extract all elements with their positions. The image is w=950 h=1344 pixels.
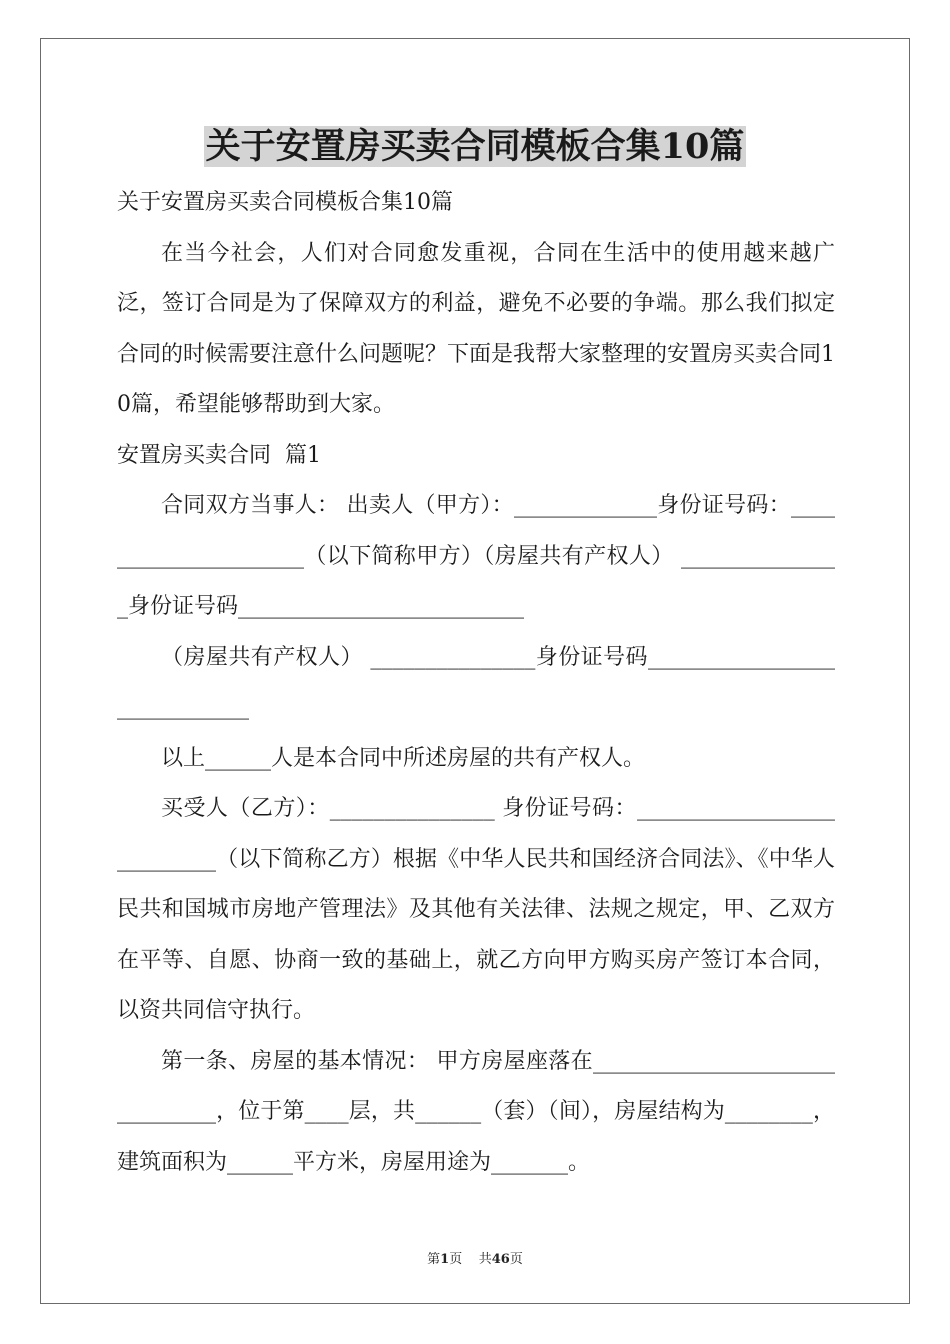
document-body [117, 178, 835, 1188]
document-title-text: 关于安置房买卖合同模板合集10篇 [205, 126, 745, 167]
article-1-paragraph: 第一条、房屋的基本情况： 甲方房屋座落在_______________________________，位于第____层，共______（套）（间），房屋结构为________，建筑面积为______平方米，房屋用途为_______。 [117, 1048, 835, 1175]
parties-paragraph: 合同双方当事人： 出卖人（甲方）：_____________身份证号码：_____________________（以下简称甲方）（房屋共有产权人） _______________身份证号码__________________________ [117, 493, 835, 619]
co-owner-paragraph: （房屋共有产权人） _______________身份证号码_____________________________ [117, 644, 835, 720]
page-total: 46 [491, 1252, 510, 1267]
page-label: 第 [427, 1252, 441, 1267]
page-current: 1 [440, 1252, 450, 1267]
section-heading-1: 安置房买卖合同 篇1 [117, 442, 321, 468]
document-subtitle: 关于安置房买卖合同模板合集10篇 [117, 190, 453, 215]
co-owner-count-paragraph: 以上______人是本合同中所述房屋的共有产权人。 [161, 745, 646, 771]
intro-paragraph: 在当今社会，人们对合同愈发重视，合同在生活中的使用越来越广泛，签订合同是为了保障双方的利益，避免不必要的争端。那么我们拟定合同的时候需要注意什么问题呢？下面是我帮大家整理的安置房买卖合同10篇，希望能够帮助到大家。 [117, 240, 835, 417]
total-label: 共 [478, 1252, 492, 1267]
document-title [0, 124, 950, 170]
total-unit: 页 [509, 1252, 523, 1267]
page-unit: 页 [449, 1252, 463, 1267]
buyer-paragraph: 买受人（乙方）：_______________ 身份证号码：___________________________（以下简称乙方）根据《中华人民共和国经济合同法》、《中华人民共和国城市房地产管理法》及其他有关法律、法规之规定，甲、乙双方在平等、自愿、协商一致的基础上，就乙方向甲方购买房产签订本合同，以资共同信守执行。 [117, 796, 835, 1023]
page-footer [0, 1248, 950, 1267]
